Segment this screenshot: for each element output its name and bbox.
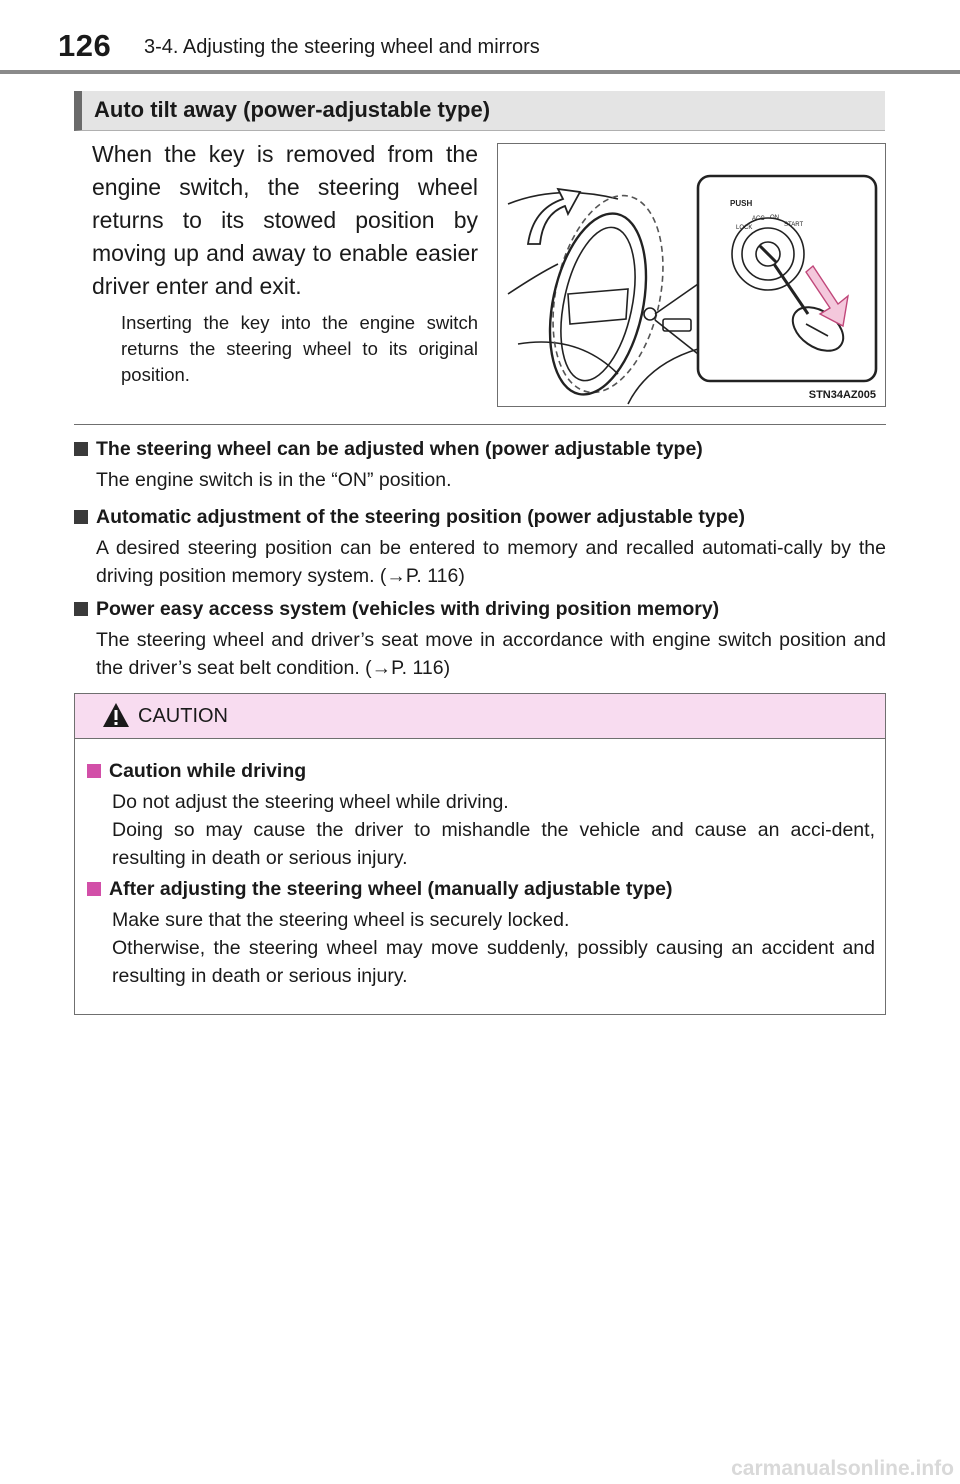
caution-item-title: [87, 876, 875, 902]
square-bullet-icon: [74, 442, 88, 456]
section-divider: [74, 424, 886, 425]
square-bullet-icon: [87, 764, 101, 778]
info-body: The engine switch is in the “ON” position.: [96, 469, 452, 491]
info-title: [74, 504, 886, 530]
caution-item-title: [87, 758, 875, 784]
info-title-text: Power easy access system (vehicles with driving position memory): [96, 598, 720, 620]
steering-illustration: [497, 143, 886, 407]
info-title-text: The steering wheel can be adjusted when (power adjustable type): [96, 438, 703, 460]
caution-label: CAUTION: [138, 705, 228, 727]
page-number: 126: [58, 28, 112, 63]
square-bullet-icon: [74, 602, 88, 616]
section-path: 3-4. Adjusting the steering wheel and mirrors: [144, 36, 540, 58]
switch-position-lock: LOCK: [736, 225, 753, 231]
caution-header: [75, 694, 885, 739]
illustration-code: STN34AZ005: [808, 389, 876, 401]
switch-position-on: ON: [770, 215, 779, 221]
steering-wheel-drawing: [498, 144, 885, 406]
square-bullet-icon: [74, 510, 88, 524]
caution-item-after-adjusting: [87, 876, 875, 990]
switch-position-start: START: [784, 222, 804, 228]
info-body: The steering wheel and driver’s seat move in accordance with engine switch position and the driver’s seat belt condition. (→P. 116): [96, 629, 886, 679]
intro-text: When the key is removed from the engine switch, the steering wheel returns to its stowed position by moving up and away to enable easier driver enter and exit.: [92, 141, 478, 299]
square-bullet-icon: [87, 882, 101, 896]
info-block-power-easy-access: [74, 596, 886, 682]
switch-position-acc: ACC: [752, 216, 765, 222]
info-block-adjustable-when: [74, 436, 886, 494]
watermark: carmanualsonline.info: [731, 1457, 954, 1480]
header-rule: [0, 70, 960, 74]
info-title-text: Automatic adjustment of the steering position (power adjustable type): [96, 506, 745, 528]
info-title: [74, 596, 886, 622]
caution-item-title-text: Caution while driving: [109, 760, 307, 782]
section-heading-text: Auto tilt away (power-adjustable type): [94, 97, 491, 122]
intro-note: Inserting the key into the engine switch returns the steering wheel to its original position.: [121, 312, 478, 385]
caution-item-body: Do not adjust the steering wheel while driving. Doing so may cause the driver to mishandle the vehicle and cause an acci-dent, resulting in death or serious injury.: [112, 791, 875, 869]
caution-item-body: Make sure that the steering wheel is securely locked. Otherwise, the steering wheel may move suddenly, possibly causing an accident and resulting in death or serious injury.: [112, 909, 875, 987]
caution-item-title-text: After adjusting the steering wheel (manually adjustable type): [109, 878, 673, 900]
caution-box: [74, 693, 886, 1015]
info-block-automatic-adjustment: [74, 504, 886, 590]
info-title: [74, 436, 886, 462]
warning-triangle-icon: [101, 701, 131, 729]
info-body: A desired steering position can be entered to memory and recalled automati-cally by the driving position memory system. (→P. 116): [96, 537, 886, 587]
section-heading: [74, 91, 885, 131]
push-label: PUSH: [730, 199, 753, 208]
caution-item-while-driving: [87, 758, 875, 872]
